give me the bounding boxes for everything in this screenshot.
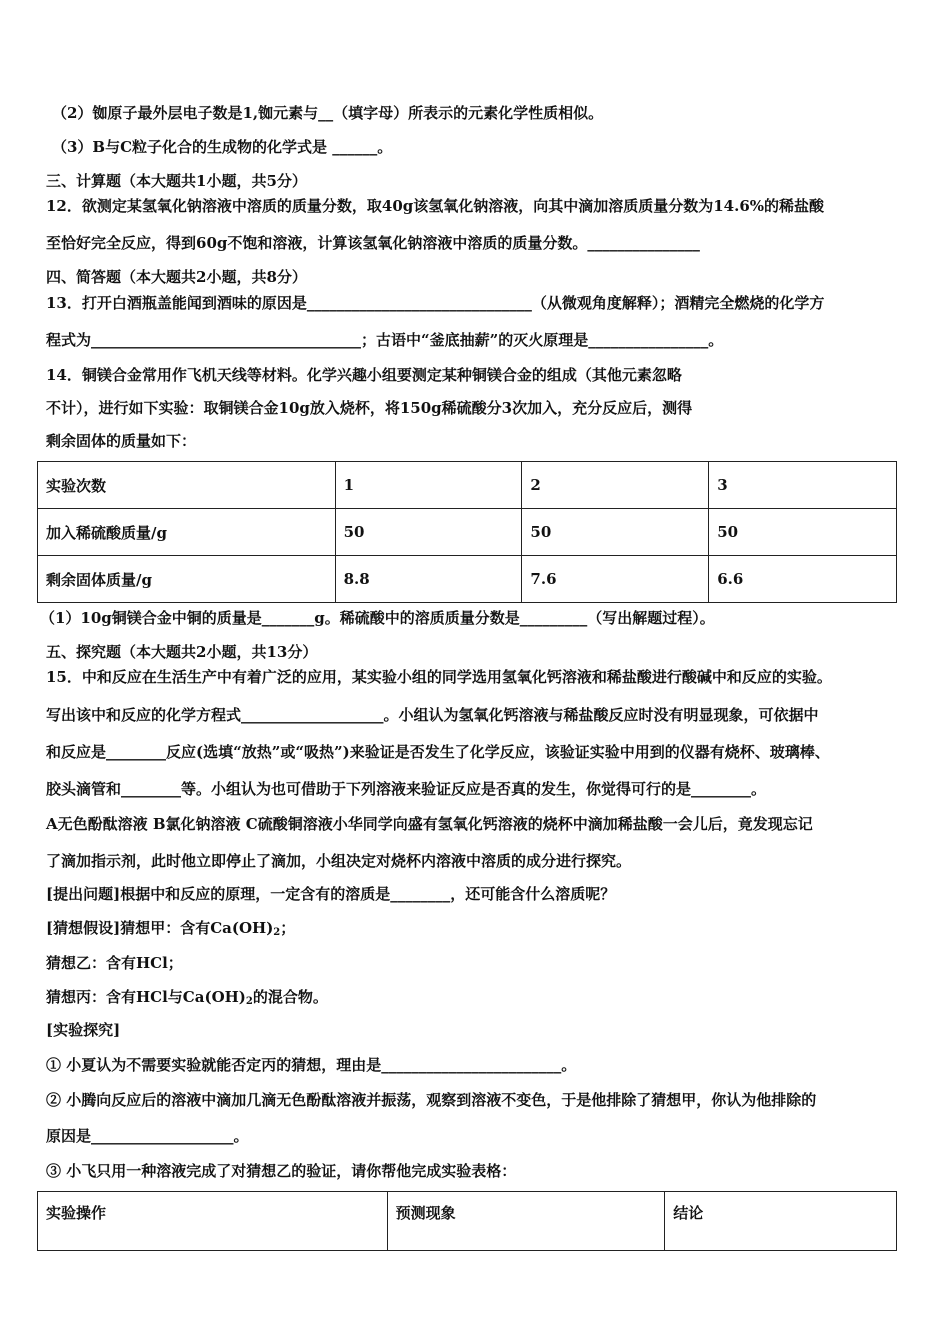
hypothesis-a-text: [猜想假设]猜想甲：含有Ca(OH) [46, 919, 274, 937]
hypothesis-c-text: 猜想丙：含有HCl与Ca(OH) [46, 988, 246, 1006]
subscript: 2 [273, 927, 281, 938]
q15-line6: 了滴加指示剂，此时他立即停止了滴加，小组决定对烧杯内溶液中溶质的成分进行探究。 [46, 852, 632, 870]
q15-line3: 和反应是________反应(选填“放热”或“吸热”)来验证是否发生了化学反应，该验证实验中用到的仪器有烧杯、玻璃棒、 [46, 743, 830, 761]
table-cell: 8.8 [335, 556, 522, 603]
subscript: 2 [245, 996, 253, 1007]
hypothesis-a-end: ； [280, 919, 296, 937]
table-cell: 50 [335, 509, 522, 556]
q12-line1: 12．欲测定某氢氧化钠溶液中溶质的质量分数，取40g该氢氧化钠溶液，向其中滴加溶质质量分数为14.6%的稀盐酸 [46, 197, 825, 215]
q14-line1: 14．铜镁合金常用作飞机天线等材料。化学兴趣小组要测定某种铜镁合金的组成（其他元素忽略 [46, 366, 682, 384]
q15-line4: 胶头滴管和________等。小组认为也可借助于下列溶液来验证反应是否真的发生，你觉得可行的是________。 [46, 780, 767, 798]
experiment-table [37, 1191, 897, 1251]
q15-step1: ① 小夏认为不需要实验就能否定丙的猜想，理由是________________________。 [46, 1056, 577, 1074]
hypothesis-c-end: 的混合物。 [252, 988, 328, 1006]
q15-step3: ③ 小飞只用一种溶液完成了对猜想乙的验证，请你帮他完成实验表格： [46, 1162, 517, 1180]
section4-heading: 四、简答题（本大题共2小题，共8分） [46, 268, 307, 286]
q15-hypothesis-c [46, 987, 328, 1012]
q15-explore-heading: [实验探究] [46, 1021, 121, 1039]
table-cell: 剩余固体质量/g [38, 556, 336, 603]
table-row [38, 1192, 897, 1251]
q14-line3: 剩余固体的质量如下： [46, 432, 197, 450]
table-cell: 1 [335, 462, 522, 509]
q15-line2: 写出该中和反应的化学方程式___________________。小组认为氢氧化钙溶液与稀盐酸反应时没有明显现象，可依据中 [46, 706, 819, 724]
q13-line2: 程式为____________________________________；古语中“釜底抽薪”的灭火原理是________________。 [46, 331, 724, 349]
q15-options: A无色酚酞溶液 B氯化钠溶液 C硫酸铜溶液小华同学向盛有氢氧化钙溶液的烧杯中滴加稀盐酸一会儿后，竟发现忘记 [46, 815, 813, 833]
table-cell: 6.6 [709, 556, 897, 603]
q15-line1: 15．中和反应在生活生产中有着广泛的应用，某实验小组的同学选用氢氧化钙溶液和稀盐酸进行酸碱中和反应的实验。 [46, 668, 832, 686]
table-row [38, 509, 897, 556]
q15-hypothesis-a [46, 918, 295, 943]
table-cell: 2 [522, 462, 709, 509]
q15-question: [提出问题]根据中和反应的原理，一定含有的溶质是________，还可能含什么溶质呢？ [46, 885, 616, 903]
q15-hypothesis-b: 猜想乙：含有HCl； [46, 954, 183, 972]
q13-line1: 13．打开白酒瓶盖能闻到酒味的原因是______________________________（从微观角度解释）；酒精完全燃烧的化学方 [46, 294, 825, 312]
table-cell: 7.6 [522, 556, 709, 603]
q12-line2: 至恰好完全反应，得到60g不饱和溶液，计算该氢氧化钠溶液中溶质的质量分数。_______________ [46, 234, 700, 252]
q15-step2-line1: ② 小腾向反应后的溶液中滴加几滴无色酚酞溶液并振荡，观察到溶液不变色，于是他排除了猜想甲，你认为他排除的 [46, 1091, 817, 1109]
table-cell: 50 [709, 509, 897, 556]
table-row [38, 462, 897, 509]
table-cell: 实验次数 [38, 462, 336, 509]
table-cell: 加入稀硫酸质量/g [38, 509, 336, 556]
table-row [38, 556, 897, 603]
table-cell: 50 [522, 509, 709, 556]
results-table [37, 461, 897, 603]
table-header-cell: 预测现象 [387, 1192, 665, 1251]
q14-part1: （1）10g铜镁合金中铜的质量是_______g。稀硫酸中的溶质质量分数是_________（写出解题过程）。 [40, 609, 715, 627]
q15-step2-line2: 原因是___________________。 [46, 1127, 249, 1145]
q11-part2: （2）铷原子最外层电子数是1,铷元素与__（填字母）所表示的元素化学性质相似。 [52, 104, 604, 122]
q11-part3: （3）B与C粒子化合的生成物的化学式是 ______。 [52, 138, 393, 156]
table-header-cell: 结论 [665, 1192, 897, 1251]
q14-line2: 不计），进行如下实验：取铜镁合金10g放入烧杯，将150g稀硫酸分3次加入，充分反应后，测得 [46, 399, 693, 417]
section3-heading: 三、计算题（本大题共1小题，共5分） [46, 172, 307, 190]
table-header-cell: 实验操作 [38, 1192, 388, 1251]
section5-heading: 五、探究题（本大题共2小题，共13分） [46, 643, 318, 661]
table-cell: 3 [709, 462, 897, 509]
